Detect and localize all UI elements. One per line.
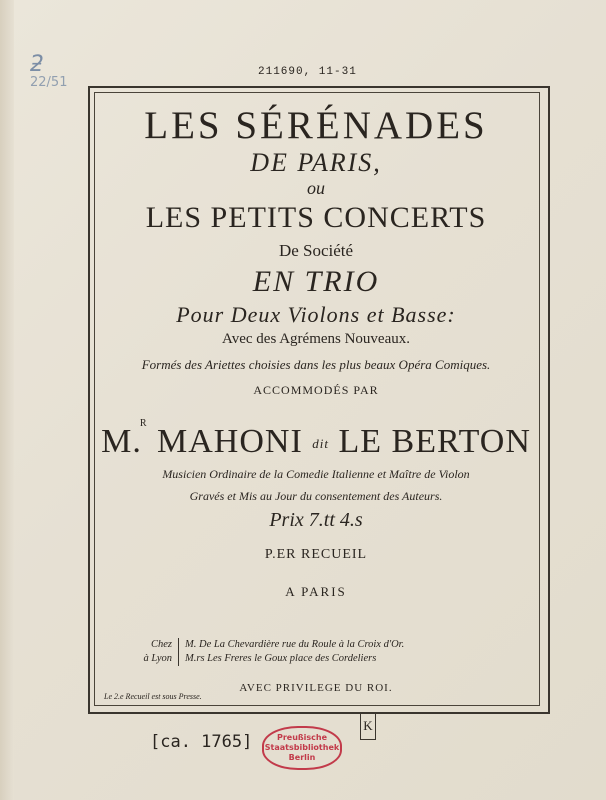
- imprint-lyon-address: M.rs Les Freres le Goux place des Cordeliers: [185, 653, 377, 664]
- author-line: [96, 404, 536, 464]
- footnote: Le 2.e Recueil est sous Presse.: [104, 692, 202, 701]
- author-surname: LE BERTON: [338, 423, 531, 460]
- instrumentation: Pour Deux Violons et Basse:: [176, 302, 456, 327]
- imprint-chez: Chez: [130, 638, 179, 652]
- imprint-paris-address: M. De La Chevardière rue du Roule à la Croix d'Or.: [185, 639, 405, 650]
- title-en-trio: EN TRIO: [252, 265, 380, 298]
- graves-line: Gravés et Mis au Jour du consentement des Auteurs.: [189, 489, 443, 504]
- manuscript-scribble: ƻ: [30, 52, 46, 77]
- library-stamp: [262, 726, 342, 770]
- manuscript-signature: 22/51: [30, 75, 68, 90]
- imprint-addresses: [130, 638, 530, 666]
- title-block: [96, 100, 536, 600]
- author-m: M.: [101, 423, 142, 460]
- binding-edge: [0, 0, 14, 800]
- stamp-line-2: Staatsbibliothek: [264, 743, 340, 752]
- shelfmark-top: 211690, 11-31: [258, 66, 357, 78]
- box-mark: K: [360, 712, 376, 740]
- privilege-line: AVEC PRIVILEGE DU ROI.: [239, 682, 393, 694]
- title-de-societe: De Société: [278, 241, 354, 260]
- imprint-row-paris: [130, 638, 530, 652]
- price: Prix 7.tt 4.s: [269, 509, 363, 532]
- author-r: R: [139, 418, 148, 429]
- title-serenades: LES SÉRÉNADES: [144, 104, 488, 147]
- stamp-line-1: Preußische: [276, 733, 328, 742]
- ariettes-line: Formés des Ariettes choisies dans les plus beaux Opéra Comiques.: [141, 357, 491, 372]
- agremens-line: Avec des Agrémens Nouveaux.: [222, 331, 410, 347]
- shelfmark-bottom: [ca. 1765]: [150, 732, 253, 752]
- a-paris: A PARIS: [285, 584, 347, 600]
- manuscript-note: [30, 52, 94, 112]
- recueil: P.ER RECUEIL: [264, 547, 368, 563]
- author-dit: dit: [312, 436, 330, 452]
- stamp-line-3: Berlin: [288, 753, 316, 762]
- author-name: MAHONI: [157, 423, 303, 460]
- title-de-paris: DE PARIS,: [250, 148, 382, 177]
- title-ou: ou: [307, 178, 325, 198]
- imprint-row-lyon: [130, 652, 530, 666]
- imprint-lyon: à Lyon: [130, 652, 179, 666]
- musicien-line: Musicien Ordinaire de la Comedie Italienne et Maître de Violon: [162, 467, 470, 482]
- accommodes-par: ACCOMMODÉS PAR: [253, 383, 379, 397]
- title-petits-concerts: LES PETITS CONCERTS: [145, 201, 487, 234]
